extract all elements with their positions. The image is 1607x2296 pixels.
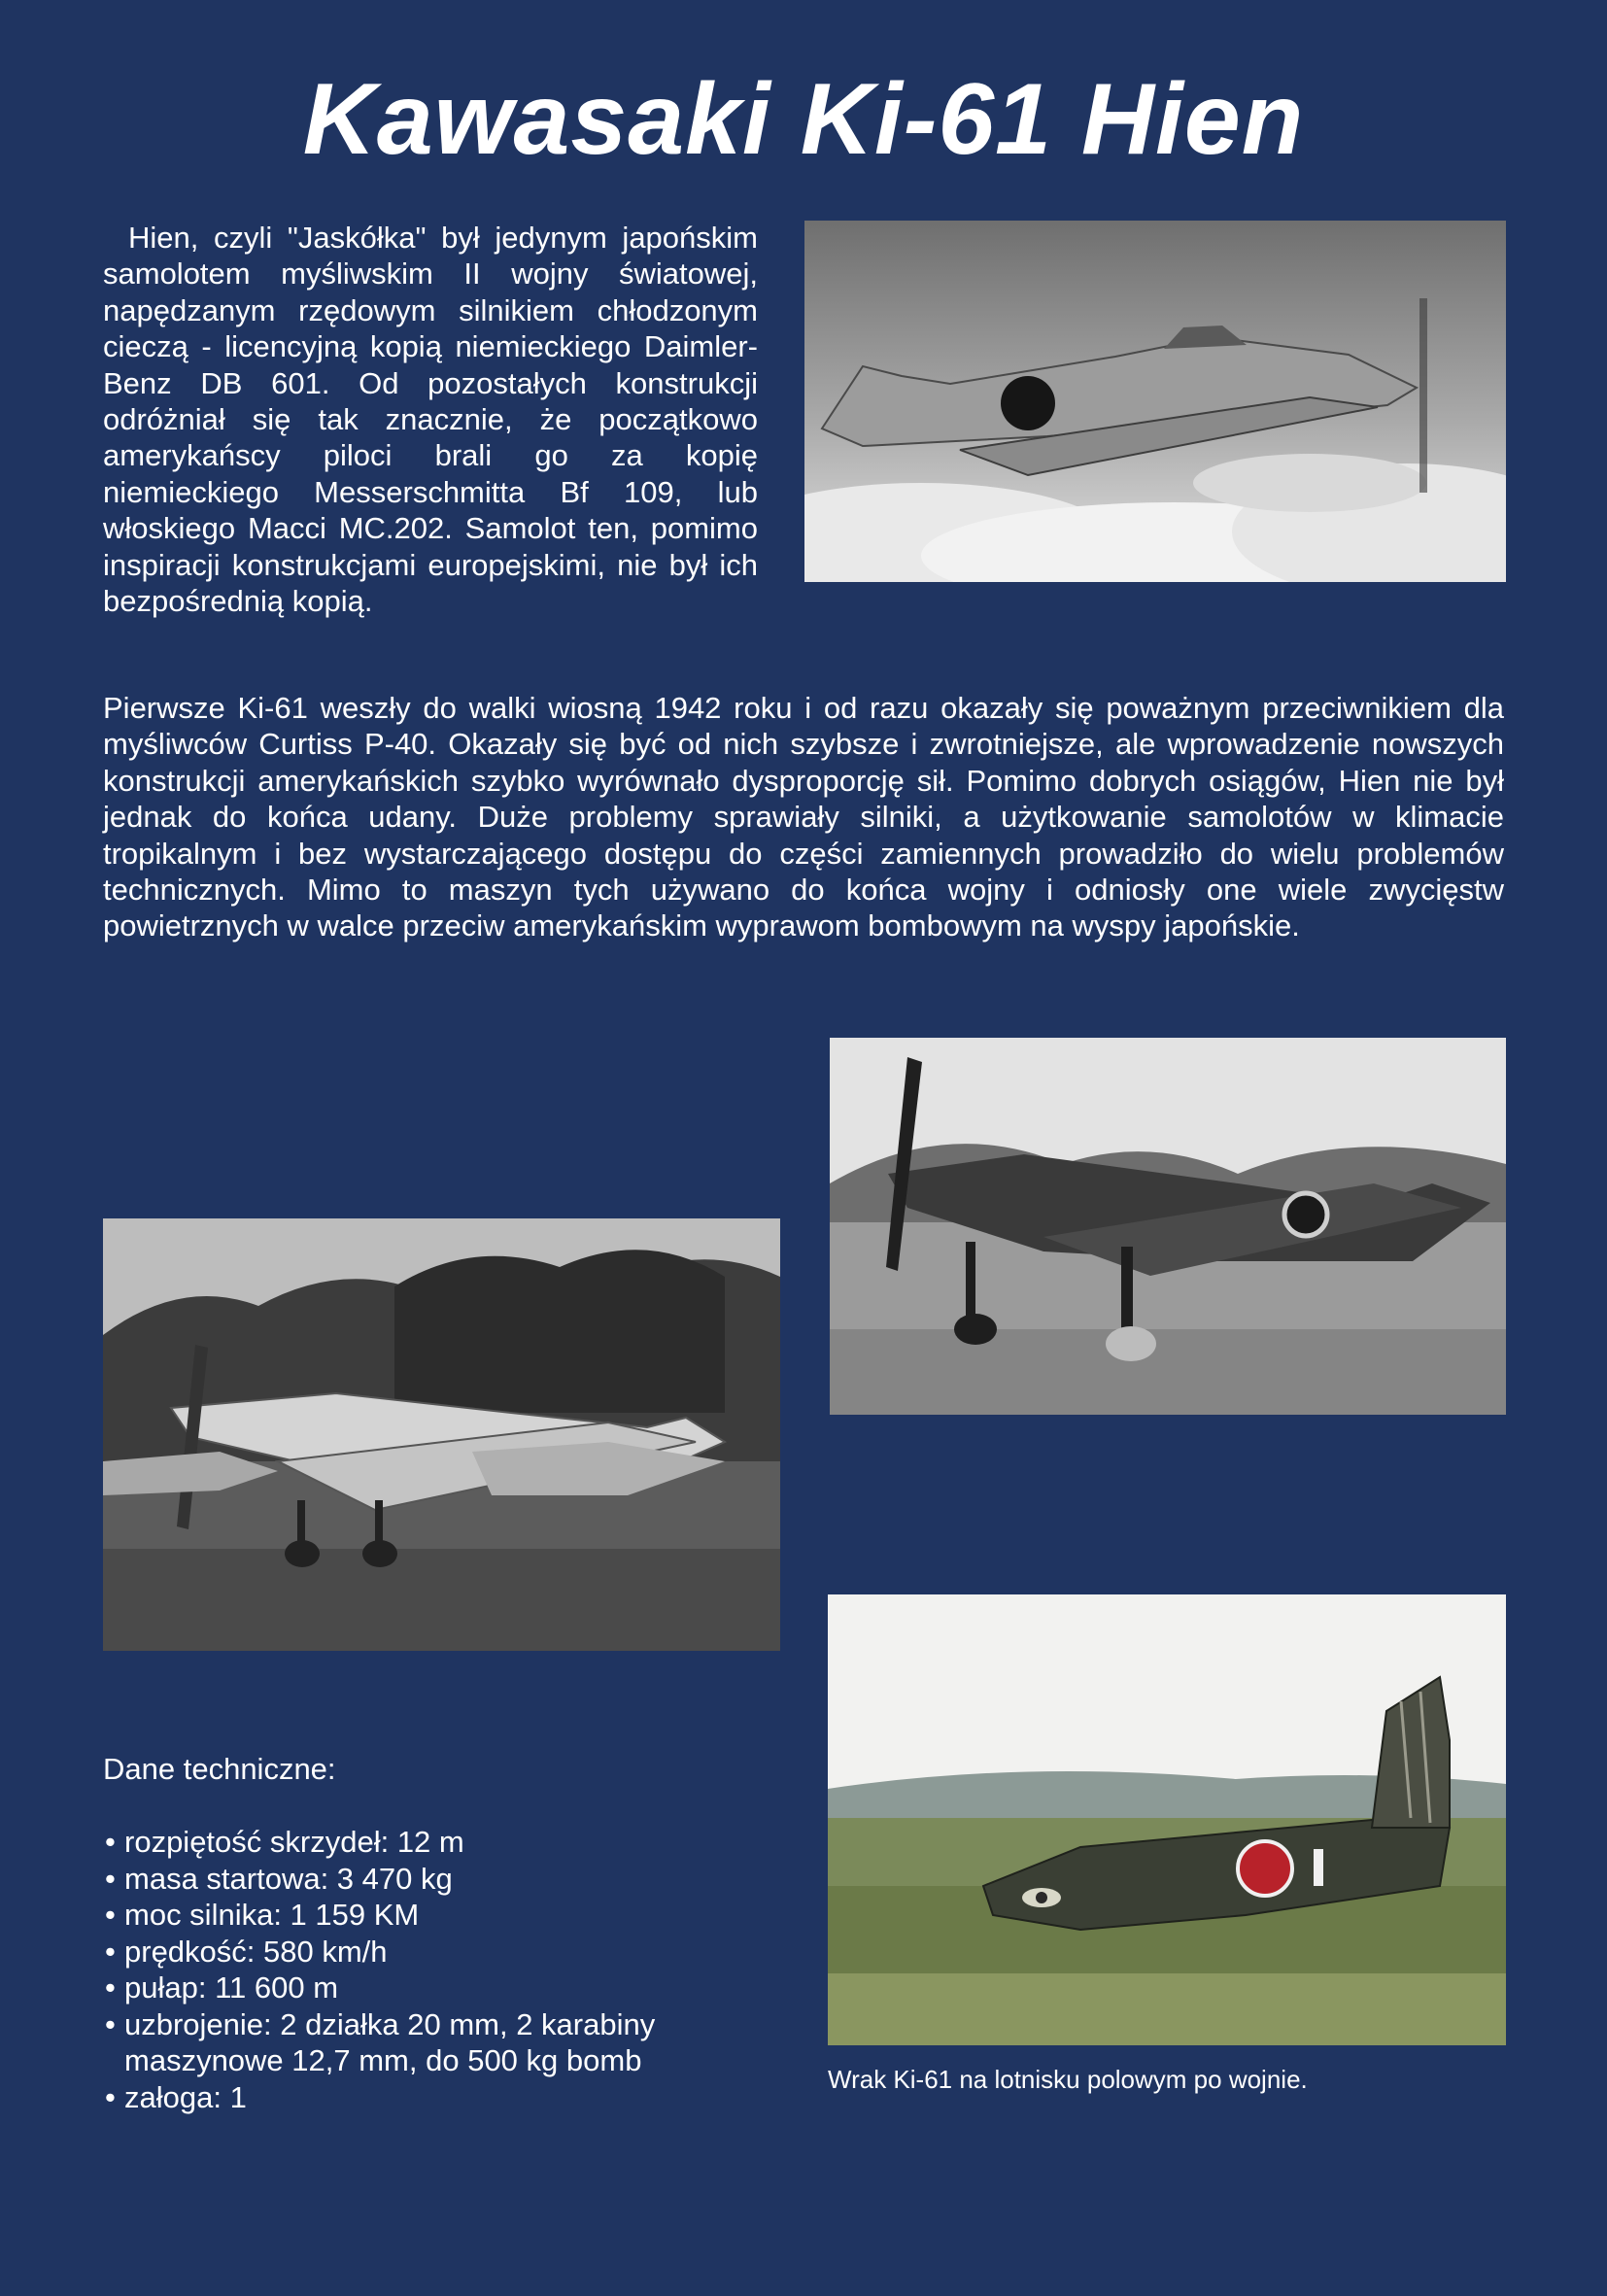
spec-ceiling: • pułap: 11 600 m <box>103 1970 725 2006</box>
technical-specs <box>103 1751 725 2115</box>
page-title: Kawasaki Ki-61 Hien <box>302 63 1305 176</box>
spec-crew: • załoga: 1 <box>103 2079 725 2116</box>
specs-list <box>103 1824 725 2115</box>
spec-takeoff-mass: • masa startowa: 3 470 kg <box>103 1861 725 1898</box>
spec-speed: • prędkość: 580 km/h <box>103 1934 725 1970</box>
photo-aircraft-lineup <box>103 1218 780 1651</box>
spec-wingspan: • rozpiętość skrzydeł: 12 m <box>103 1824 725 1861</box>
photo-aircraft-in-flight <box>804 221 1506 582</box>
history-paragraph: Pierwsze Ki-61 weszły do walki wiosną 1942 roku i od razu okazały się poważnym przeciwnikiem dla myśliwców Curtiss P-40. Okazały się być od nich szybsze i zwrotniejsze, ale wprowadzenie nowszych konstrukcji amerykańskich szybko wyrównało dysproporcję sił. Pomimo dobrych osiągów, Hien nie był jednak do końca udany. Duże problemy sprawiały silniki, a użytkowanie samolotów w klimacie tropikalnym i bez wystarczającego dostępu do części zamiennych prowadziło do wielu problemów technicznych. Mimo to maszyn tych używano do końca wojny i odniosły one wiele zwycięstw powietrznych w walce przeciw amerykańskim wyprawom bombowym na wyspy japońskie. <box>103 691 1504 943</box>
wreck-photo-caption: Wrak Ki-61 na lotnisku polowym po wojnie. <box>828 2065 1308 2094</box>
specs-heading: Dane techniczne: <box>103 1752 336 1786</box>
intro-paragraph: Hien, czyli "Jaskółka" był jedynym japońskim samolotem myśliwskim II wojny światowej, napędzanym rzędowym silnikiem chłodzonym cieczą - licencyjną kopią niemieckiego Daimler-Benz DB 601. Od pozostałych konstrukcji odróżniał się tak znacznie, że początkowo amerykańscy piloci brali go za kopię niemieckiego Messerschmitta Bf 109, lub włoskiego Macci MC.202. Samolot ten, pomimo inspiracji konstrukcjami europejskimi, nie był ich bezpośrednią kopią. <box>103 221 758 619</box>
spec-engine-power: • moc silnika: 1 159 KM <box>103 1897 725 1934</box>
spec-armament: • uzbrojenie: 2 działka 20 mm, 2 karabiny maszynowe 12,7 mm, do 500 kg bomb <box>103 2006 725 2079</box>
photo-aircraft-parked <box>830 1038 1506 1415</box>
photo-aircraft-wreck <box>828 1594 1506 2045</box>
